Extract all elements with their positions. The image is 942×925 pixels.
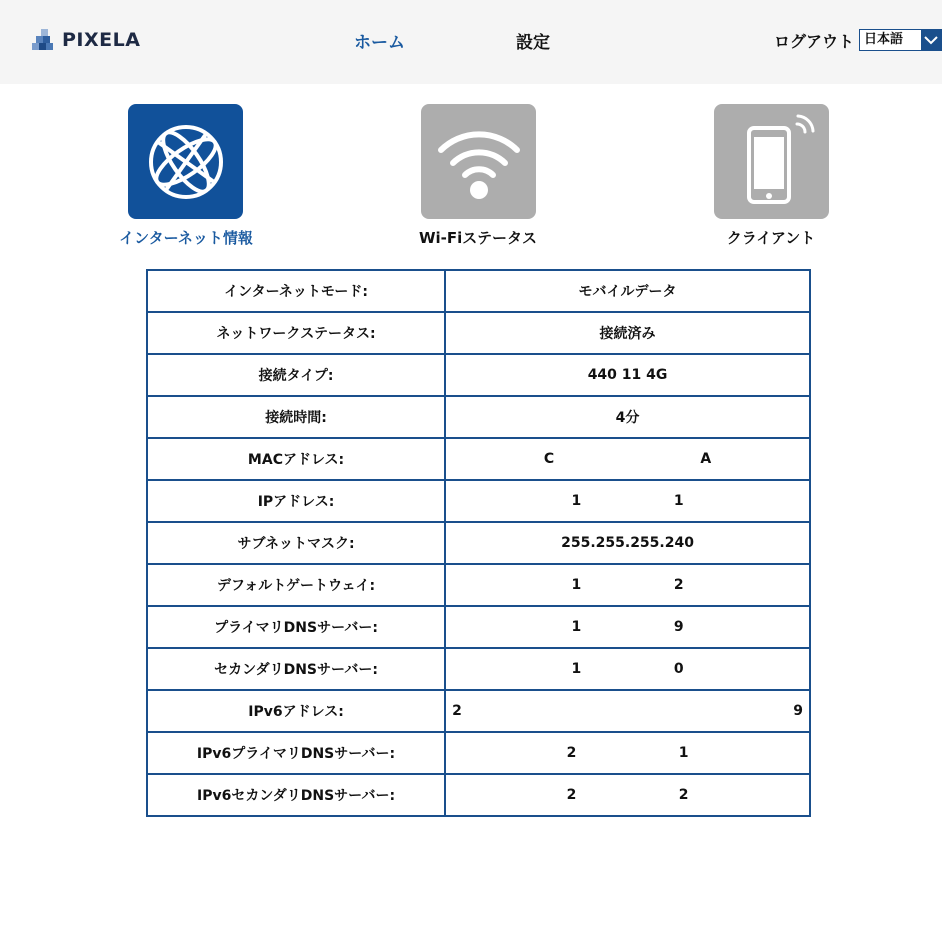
row-label: セカンダリDNSサーバー: — [147, 648, 445, 690]
globe-icon — [146, 122, 226, 202]
row-label: IPv6プライマリDNSサーバー: — [147, 732, 445, 774]
client-tile[interactable] — [714, 104, 829, 219]
row-value: 2 2 — [445, 774, 810, 816]
chevron-down-icon — [921, 30, 941, 50]
row-value: C A — [445, 438, 810, 480]
language-value: 日本語 — [864, 32, 904, 47]
row-value: 1 9 — [445, 606, 810, 648]
row-label: MACアドレス: — [147, 438, 445, 480]
nav-home[interactable]: ホーム — [354, 33, 405, 53]
row-label: 接続時間: — [147, 396, 445, 438]
row-label: プライマリDNSサーバー: — [147, 606, 445, 648]
row-value: 255.255.255.240 — [445, 522, 810, 564]
wifi-icon — [436, 122, 522, 202]
row-value: 2 9 — [445, 690, 810, 732]
row-value: 2 1 — [445, 732, 810, 774]
table-row — [147, 606, 810, 648]
logout-link[interactable]: ログアウト — [774, 32, 855, 51]
internet-info-tile[interactable] — [128, 104, 243, 219]
table-row — [147, 354, 810, 396]
cube-logo-icon — [32, 28, 58, 52]
row-value: 4分 — [445, 396, 810, 438]
row-label: インターネットモード: — [147, 270, 445, 312]
table-row — [147, 774, 810, 816]
row-label: IPアドレス: — [147, 480, 445, 522]
table-row — [147, 648, 810, 690]
row-label: IPv6アドレス: — [147, 690, 445, 732]
language-select[interactable] — [859, 29, 942, 51]
pixela-logo[interactable] — [32, 28, 140, 52]
row-value: 接続済み — [445, 312, 810, 354]
header-bar — [0, 0, 942, 84]
row-value: 440 11 4G — [445, 354, 810, 396]
table-row — [147, 270, 810, 312]
row-value: 1 2 — [445, 564, 810, 606]
row-label: デフォルトゲートウェイ: — [147, 564, 445, 606]
table-row — [147, 396, 810, 438]
table-row — [147, 732, 810, 774]
wifi-status-label[interactable]: Wi-Fiステータス — [418, 229, 537, 247]
brand-name: PIXELA — [62, 29, 141, 51]
row-label: ネットワークステータス: — [147, 312, 445, 354]
table-row — [147, 480, 810, 522]
nav-settings[interactable]: 設定 — [516, 33, 550, 53]
row-label: 接続タイプ: — [147, 354, 445, 396]
row-value: 1 1 — [445, 480, 810, 522]
internet-info-label[interactable]: インターネット情報 — [119, 229, 253, 247]
table-row — [147, 438, 810, 480]
client-label[interactable]: クライアント — [726, 229, 816, 247]
table-row — [147, 312, 810, 354]
internet-info-table — [146, 269, 811, 817]
row-label: IPv6セカンダリDNSサーバー: — [147, 774, 445, 816]
wifi-status-tile[interactable] — [421, 104, 536, 219]
table-row — [147, 690, 810, 732]
table-row — [147, 522, 810, 564]
table-row — [147, 564, 810, 606]
row-value: モバイルデータ — [445, 270, 810, 312]
row-value: 1 0 — [445, 648, 810, 690]
row-label: サブネットマスク: — [147, 522, 445, 564]
smartphone-icon — [727, 112, 817, 212]
